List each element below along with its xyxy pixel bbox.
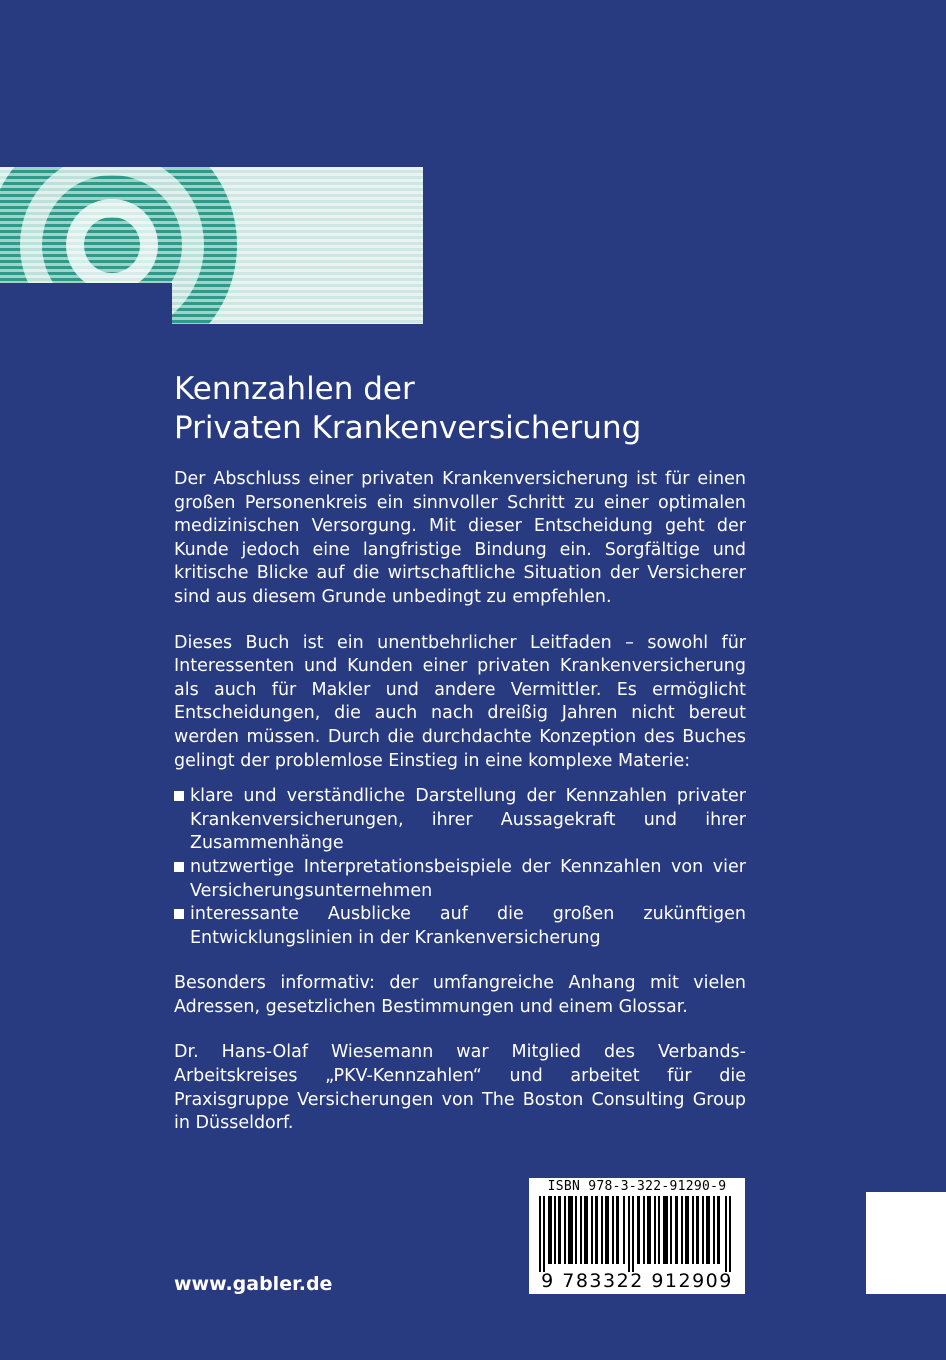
price-label-area [866, 1192, 946, 1294]
banner-notch [0, 283, 172, 324]
list-item: klare und verständliche Darstellung der Kennzahlen privater Krankenversicherungen, ihrer Aussagekraft und ihrer Zusammenhänge [174, 785, 746, 856]
isbn-barcode [529, 1178, 745, 1294]
title-line-2: Privaten Krankenversicherung [174, 410, 642, 446]
square-bullet-icon [174, 791, 184, 801]
square-bullet-icon [174, 862, 184, 872]
isbn-label: ISBN 978-3-322-91290-9 [547, 1179, 727, 1194]
paragraph-guide: Dieses Buch ist ein unentbehrlicher Leitfaden – sowohl für Interessenten und Kunden einer privaten Krankenversicherung als auch für Makler und andere Vermittler. Es ermöglicht Entscheidungen, die auch nach dreißig Jahren nicht bereut werden müssen. Durch die durchdachte Konzeption des Buches gelingt der problemlose Einstieg in eine komplexe Materie: [174, 632, 746, 771]
feature-list [174, 785, 746, 950]
barcode-digits: 9 783322 912909 [541, 1270, 733, 1292]
paragraph-intro: Der Abschluss einer privaten Krankenversicherung ist für einen großen Personenkreis ein sinnvoller Schritt zu einer optimalen medizinischen Versorgung. Mit dieser Entscheidung geht der Kunde jedoch eine langfristige Bindung ein. Sorgfältige und kritische Blicke auf die wirtschaftliche Situation der Versicherer sind aus diesem Grunde unbedingt zu empfehlen. [174, 469, 746, 607]
book-title [174, 370, 774, 448]
blurb [174, 468, 746, 1158]
list-item: nutzwertige Interpretationsbeispiele der Kennzahlen von vier Versicherungsunternehmen [174, 856, 746, 903]
barcode-bars-icon [539, 1196, 735, 1272]
publisher-website: www.gabler.de [174, 1273, 333, 1295]
title-line-1: Kennzahlen der [174, 371, 415, 407]
paragraph-appendix: Besonders informativ: der umfangreiche Anhang mit vielen Adressen, gesetzlichen Bestimmungen und einem Glossar. [174, 973, 746, 1017]
square-bullet-icon [174, 909, 184, 919]
list-item: interessante Ausblicke auf die großen zukünftigen Entwicklungslinien in der Krankenversicherung [174, 903, 746, 950]
paragraph-author: Dr. Hans-Olaf Wiesemann war Mitglied des Verbands-Arbeitskreises „PKV-Kennzahlen“ und arbeitet für die Praxisgruppe Versicherungen von The Boston Consulting Group in Düsseldorf. [174, 1042, 746, 1134]
